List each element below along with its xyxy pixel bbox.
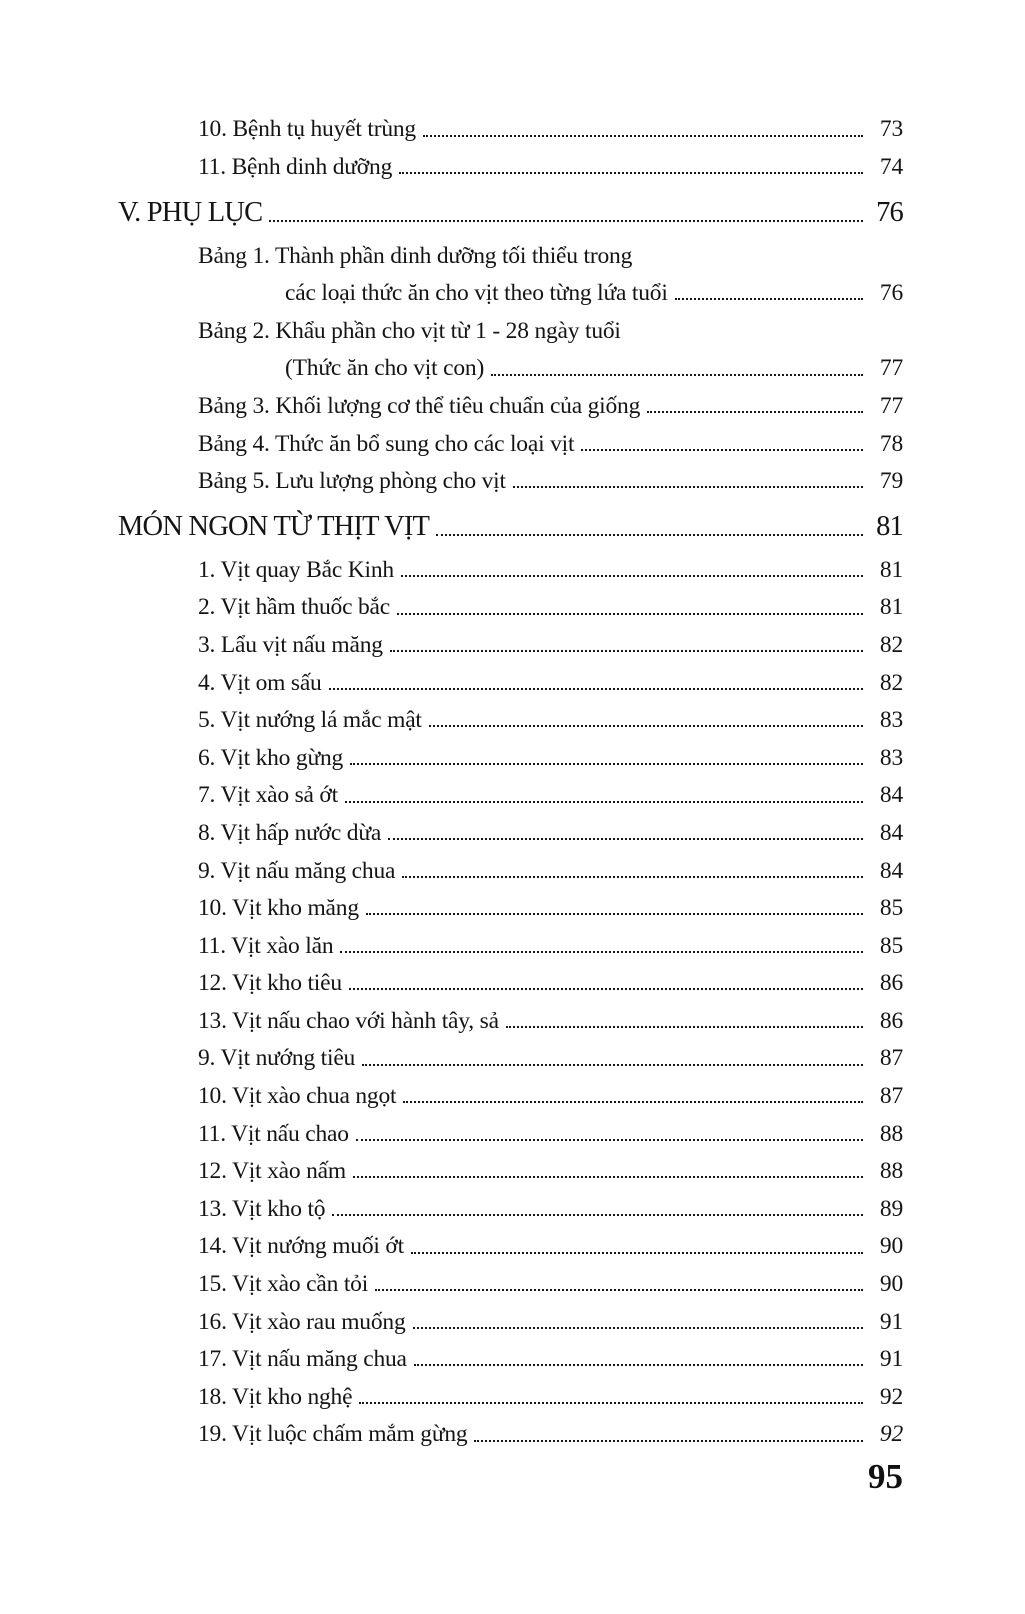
toc-entry-page-number: 74 <box>879 154 903 180</box>
toc-entry <box>118 458 903 496</box>
toc-entry <box>118 1298 903 1336</box>
dot-leader <box>340 951 863 953</box>
toc-entry <box>118 584 903 622</box>
toc-entry-page-number: 81 <box>876 511 903 543</box>
toc-entry <box>118 1148 903 1186</box>
toc-entry-page-number: 77 <box>879 355 903 382</box>
dot-leader <box>401 575 863 577</box>
toc-entry-page-number: 83 <box>879 707 903 734</box>
toc-entry <box>118 922 903 960</box>
toc-entry-page-number: 81 <box>879 556 903 583</box>
toc-entry-page-number: 76 <box>876 197 903 228</box>
toc-entry-label: 10. Vịt xào chua ngọt <box>198 1083 397 1110</box>
dot-leader <box>647 411 863 413</box>
toc-entry-label: MÓN NGON TỪ THỊT VỊT <box>118 511 430 543</box>
toc-entry-page-number: 85 <box>879 932 903 959</box>
toc-entry-page-number: 90 <box>879 1233 903 1260</box>
toc-entry <box>118 1373 903 1411</box>
dot-leader <box>403 1101 863 1103</box>
toc-entry <box>118 960 903 998</box>
toc-entry-label: 12. Vịt kho tiêu <box>198 970 342 997</box>
toc-entry <box>118 1223 903 1261</box>
dot-leader <box>359 1402 863 1404</box>
toc-entry <box>118 1411 903 1449</box>
toc-entry-page-number: 79 <box>879 468 903 495</box>
toc-entry <box>118 622 903 660</box>
dot-leader <box>366 913 863 915</box>
toc-entry-label: Bảng 1. Thành phần dinh dưỡng tối thiểu trong <box>198 242 633 269</box>
dot-leader <box>329 688 863 690</box>
toc-entry-label: Bảng 3. Khối lượng cơ thể tiêu chuẩn của giống <box>198 392 641 419</box>
dot-leader <box>269 220 863 222</box>
toc-entry-page-number: 82 <box>879 631 903 658</box>
toc-entry <box>118 885 903 923</box>
dot-leader <box>474 1440 863 1442</box>
toc-entry-page-number: 84 <box>879 857 903 884</box>
dot-leader <box>397 613 863 615</box>
toc-entry-label: 6. Vịt kho gừng <box>198 744 344 771</box>
dot-leader <box>345 801 863 803</box>
toc-entry-label: 3. Lẩu vịt nấu măng <box>198 631 383 658</box>
toc-entry <box>118 383 903 421</box>
dot-leader <box>375 1289 863 1291</box>
dot-leader <box>350 763 863 765</box>
toc-entry-label: 14. Vịt nướng muối ớt <box>198 1233 404 1260</box>
toc-entry-label: 9. Vịt nướng tiêu <box>198 1045 356 1072</box>
toc-entry-page-number: 87 <box>879 1045 903 1072</box>
toc-entry-page-number: 86 <box>879 1007 903 1034</box>
dot-leader <box>436 534 863 536</box>
toc-entry-page-number: 77 <box>879 392 903 419</box>
toc-entry-label: V. PHỤ LỤC <box>118 197 263 228</box>
toc-entry-page-number: 73 <box>879 116 903 143</box>
dot-leader <box>402 876 863 878</box>
toc-entry <box>118 232 903 270</box>
toc-entry <box>118 847 903 885</box>
toc-entry-label: 5. Vịt nướng lá mắc mật <box>198 707 422 734</box>
toc-entry <box>118 307 903 345</box>
toc-entry-page-number: 85 <box>879 895 903 922</box>
toc-entry-page-number: 90 <box>879 1271 903 1298</box>
dot-leader <box>349 988 863 990</box>
toc-entry-page-number: 88 <box>879 1158 903 1185</box>
table-of-contents <box>118 106 903 1449</box>
toc-entry-label: (Thức ăn cho vịt con) <box>285 355 485 382</box>
toc-entry-label: 18. Vịt kho nghệ <box>198 1383 353 1410</box>
toc-entry <box>118 546 903 584</box>
dot-leader <box>411 1252 863 1254</box>
toc-entry <box>118 186 903 230</box>
toc-entry <box>118 144 903 182</box>
toc-entry-label: 11. Vịt xào lăn <box>198 932 334 959</box>
toc-entry-label: 11. Vịt nấu chao <box>198 1120 349 1147</box>
toc-entry-page-number: 89 <box>879 1195 903 1222</box>
toc-entry-page-number: 91 <box>879 1308 903 1335</box>
toc-entry-label: 17. Vịt nấu măng chua <box>198 1346 407 1373</box>
toc-entry-label: 10. Bệnh tụ huyết trùng <box>198 116 416 143</box>
toc-entry-label: 13. Vịt kho tộ <box>198 1195 326 1222</box>
toc-entry <box>118 810 903 848</box>
dot-leader <box>506 1026 863 1028</box>
toc-entry-label: 9. Vịt nấu măng chua <box>198 857 396 884</box>
toc-entry <box>118 659 903 697</box>
dot-leader <box>332 1214 863 1216</box>
toc-entry <box>118 997 903 1035</box>
toc-entry-label: Bảng 4. Thức ăn bổ sung cho các loại vịt <box>198 430 575 457</box>
toc-entry-label: 4. Vịt om sấu <box>198 669 322 696</box>
toc-entry-page-number: 76 <box>879 280 903 307</box>
toc-entry <box>118 1110 903 1148</box>
toc-entry-label: 11. Bệnh dinh dưỡng <box>198 154 393 180</box>
toc-entry-label: 2. Vịt hầm thuốc bắc <box>198 594 391 621</box>
folio-page-number: 95 <box>868 1457 903 1496</box>
dot-leader <box>675 298 863 300</box>
toc-entry-page-number: 81 <box>879 594 903 621</box>
toc-entry-label: 15. Vịt xào cần tỏi <box>198 1271 369 1298</box>
toc-entry-label: 13. Vịt nấu chao với hành tây, sả <box>198 1007 499 1034</box>
toc-entry <box>118 345 903 383</box>
toc-entry-page-number: 86 <box>879 970 903 997</box>
toc-entry-label: Bảng 5. Lưu lượng phòng cho vịt <box>198 468 506 495</box>
dot-leader <box>362 1064 863 1066</box>
toc-entry-page-number: 84 <box>879 819 903 846</box>
dot-leader <box>429 725 863 727</box>
toc-entry <box>118 500 903 544</box>
toc-entry-label: 8. Vịt hấp nước dừa <box>198 819 382 846</box>
dot-leader <box>390 650 863 652</box>
toc-entry-page-number: 82 <box>879 669 903 696</box>
toc-entry <box>118 772 903 810</box>
dot-leader <box>356 1139 863 1141</box>
toc-entry <box>118 1261 903 1299</box>
toc-entry-page-number: 92 <box>879 1383 903 1410</box>
toc-entry <box>118 1073 903 1111</box>
toc-entry-label: 16. Vịt xào rau muống <box>198 1308 406 1335</box>
toc-entry <box>118 1035 903 1073</box>
toc-entry-page-number: 91 <box>879 1346 903 1373</box>
toc-entry-page-number: 88 <box>879 1120 903 1147</box>
dot-leader <box>353 1176 863 1178</box>
toc-entry <box>118 734 903 772</box>
dot-leader <box>581 449 863 451</box>
toc-entry-page-number: 83 <box>879 744 903 771</box>
toc-entry-label: 10. Vịt kho măng <box>198 895 359 922</box>
toc-entry-page-number: 78 <box>879 430 903 457</box>
toc-entry <box>118 1336 903 1374</box>
toc-entry-page-number: 87 <box>879 1083 903 1110</box>
toc-entry-label: 12. Vịt xào nấm <box>198 1158 346 1185</box>
dot-leader <box>423 135 863 137</box>
dot-leader <box>399 172 863 174</box>
toc-entry-label: các loại thức ăn cho vịt theo từng lứa tuổi <box>285 280 668 307</box>
toc-entry-label: Bảng 2. Khẩu phần cho vịt từ 1 - 28 ngày tuổi <box>198 317 621 344</box>
dot-leader <box>414 1364 863 1366</box>
toc-entry <box>118 106 903 144</box>
toc-entry-page-number: 92 <box>879 1421 903 1448</box>
toc-entry <box>118 1185 903 1223</box>
dot-leader <box>388 838 863 840</box>
toc-entry-label: 19. Vịt luộc chấm mắm gừng <box>198 1421 468 1448</box>
toc-entry-page-number: 84 <box>879 782 903 809</box>
toc-entry <box>118 270 903 308</box>
dot-leader <box>413 1327 864 1329</box>
toc-entry-label: 7. Vịt xào sả ớt <box>198 782 338 809</box>
dot-leader <box>491 374 863 376</box>
toc-entry-label: 1. Vịt quay Bắc Kinh <box>198 556 394 583</box>
dot-leader <box>513 486 863 488</box>
toc-entry <box>118 697 903 735</box>
toc-entry <box>118 420 903 458</box>
